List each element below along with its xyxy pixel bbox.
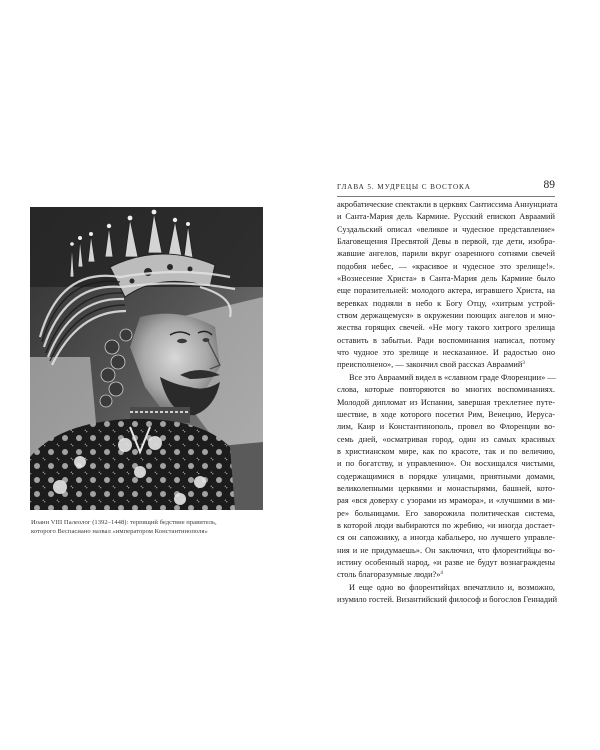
text-line: великолепными церквями и монастырями, башней, кото-	[337, 483, 555, 493]
text-line: шествие, в ходе которого посетил Рим, Венецию, Иеруса-	[337, 409, 555, 419]
text-line: в христианском мире, как по красоте, так и по величию,	[337, 446, 555, 456]
text-line: еще поразительней: молодого актера, игравшего Христа, на	[337, 286, 555, 296]
text-line: ся он сапожнику, а иногда кабальеро, но лучшего управле-	[337, 533, 555, 543]
text-line: что чудное это зрелище и несказанное. И радостью оно	[337, 348, 555, 358]
text-line: изумило гостей. Византийский философ и богослов Геннадий	[337, 595, 558, 604]
figure-caption	[31, 519, 271, 536]
text-line: ре» больницами. Его заворожила политическая система,	[337, 508, 555, 518]
caption-line: Иоанн VIII Палеолог (1392–1448): терпящий бедствие правитель,	[31, 519, 217, 526]
body-text	[337, 199, 558, 606]
text-line: Молодой дипломат из Испании, завершая трехлетнее путе-	[337, 397, 555, 407]
text-line: жества горящих свечей. «Не могу такого хитрого зрелища	[337, 323, 555, 333]
paragraph-start: И еще одно во флорентийцах впечатлило и, возможно,	[349, 582, 555, 592]
text-line: ством держащемуся» в окружении поющих ангелов и мно-	[337, 311, 555, 321]
portrait-figure	[30, 207, 263, 510]
text-line: подобия небес, — «красивое и чудесное это зрелище!».	[337, 261, 555, 271]
text-line: и по богатству, и управлению». Он восхищался чистыми,	[337, 459, 555, 469]
text-line: содержащимися в порядке улицами, приятными домами,	[337, 471, 555, 481]
text-line: ния и не придумаешь». Он заключил, что флорентийцы во-	[337, 545, 555, 555]
caption-line: которого Веспасиано назвал «императором Константинополя»	[31, 527, 208, 535]
text-line: «Вознесение Христа» в Санта-Мария дель Кармине было	[337, 274, 555, 284]
text-line: истину особенный народ, «и разве не будут вознаграждены	[337, 557, 555, 567]
text-line: столь благоразумные люди?»	[337, 570, 441, 580]
text-line: лим, Каир и Константинополь, провел во Флоренции во-	[337, 422, 555, 432]
text-line: слова, которые повторяются во многих воспоминаниях.	[337, 385, 555, 395]
text-line: Суздальский описал «великое и чудесное представление»	[337, 224, 555, 234]
text-line: акробатические спектакли в церквях Сантиссима Аннунциата	[337, 200, 558, 209]
text-line-with-footnote	[337, 569, 555, 581]
text-line: Благовещения Пресвятой Девы в первой, где дети, изобра-	[337, 237, 555, 247]
text-line: жавшие ангелов, парили вкруг озаренного сотнями свечей	[337, 249, 555, 259]
text-line: семь дней, «осматривая город, один из самых красивых	[337, 434, 555, 444]
page-number: 89	[543, 179, 555, 191]
text-line: рая «вся доверху с узорами из мрамора», и «лучшими в ми-	[337, 496, 555, 506]
text-line-with-footnote	[337, 359, 555, 371]
text-line: в которой люди выбираются по жребию, «и иногда достает-	[337, 520, 555, 530]
text-line: оставить в забытьи. Ради воспоминания написал, потому	[337, 335, 555, 345]
chapter-title: ГЛАВА 5. МУДРЕЦЫ С ВОСТОКА	[337, 183, 471, 191]
paragraph-start: Все это Авраамий видел в «славном граде Флоренции» —	[349, 372, 556, 382]
footnote-marker[interactable]: 4	[440, 571, 443, 577]
footnote-marker[interactable]: 3	[522, 361, 525, 367]
text-line: преисполнено», — закончил свой рассказ Авраамий	[337, 360, 523, 370]
text-line: веревках подняли в небо к Богу Отцу, «хитрым устрой-	[337, 298, 555, 308]
running-head	[337, 180, 555, 197]
text-line: и Санта-Мария дель Кармине. Русский епископ Авраамий	[337, 212, 555, 222]
portrait-image	[30, 207, 263, 510]
